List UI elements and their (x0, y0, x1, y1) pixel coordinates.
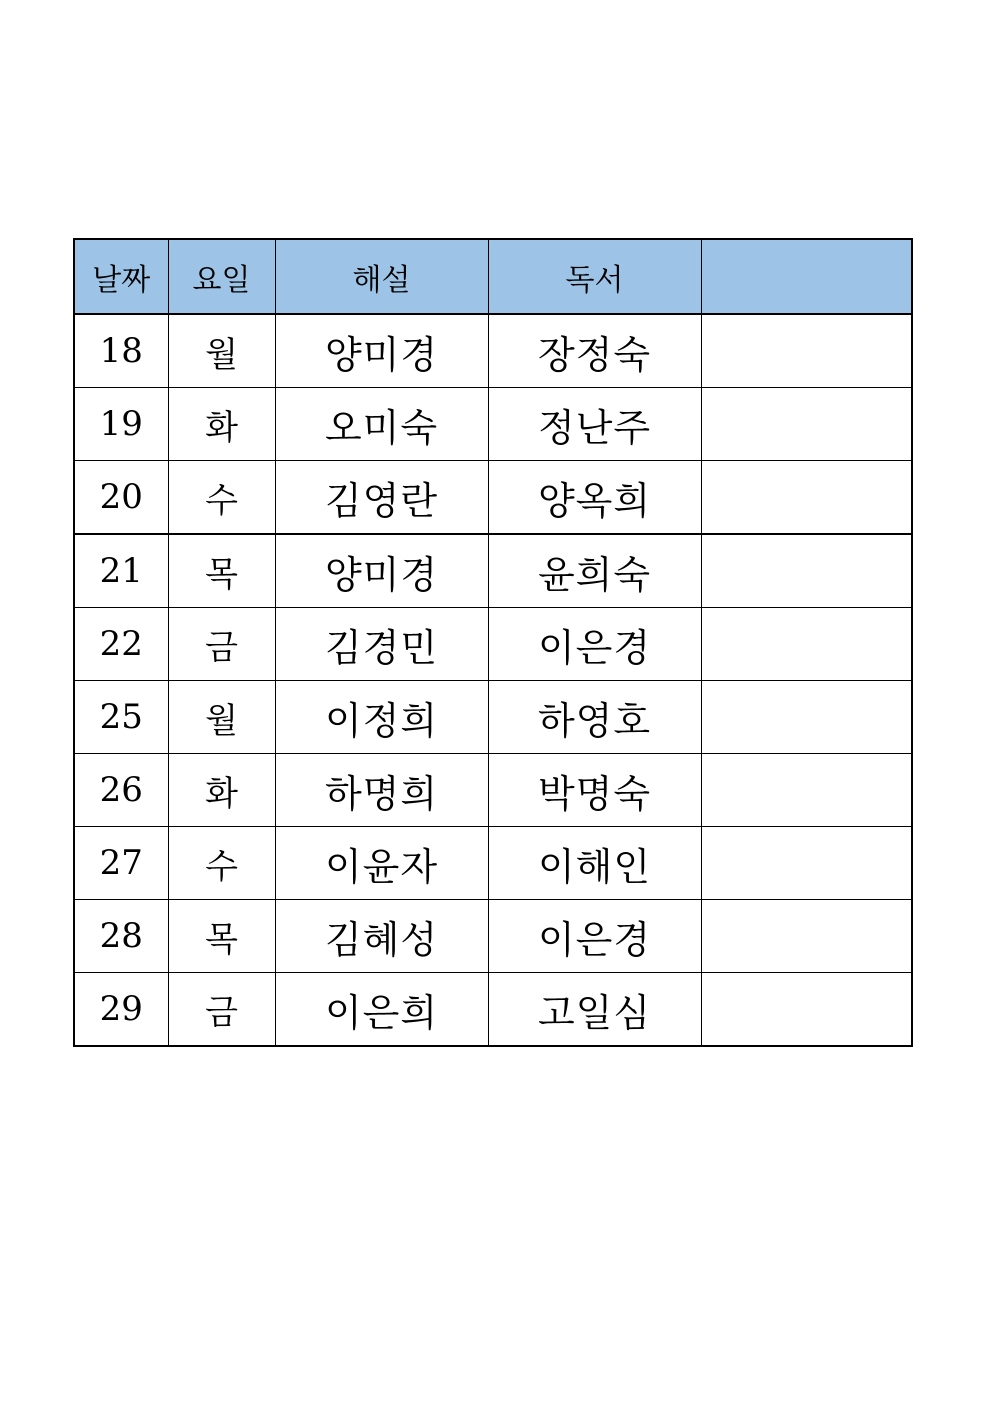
day-cell: 화 (168, 388, 275, 461)
extra-cell (701, 388, 911, 461)
date-cell: 18 (75, 314, 168, 388)
table-row (75, 681, 911, 754)
day-cell: 월 (168, 314, 275, 388)
day-cell: 금 (168, 973, 275, 1046)
date-cell: 20 (75, 461, 168, 535)
day-cell: 화 (168, 754, 275, 827)
reading-cell: 정난주 (488, 388, 701, 461)
header-reading: 독서 (488, 240, 701, 314)
date-cell: 21 (75, 534, 168, 608)
date-cell: 28 (75, 900, 168, 973)
schedule-table (75, 240, 911, 1045)
commentary-cell: 이은희 (275, 973, 488, 1046)
header-date: 날짜 (75, 240, 168, 314)
extra-cell (701, 681, 911, 754)
day-cell: 목 (168, 534, 275, 608)
day-cell: 수 (168, 827, 275, 900)
header-row (75, 240, 911, 314)
table-row (75, 388, 911, 461)
schedule-table-frame (73, 238, 913, 1047)
reading-cell: 이은경 (488, 608, 701, 681)
commentary-cell: 양미경 (275, 534, 488, 608)
date-cell: 19 (75, 388, 168, 461)
commentary-cell: 김혜성 (275, 900, 488, 973)
date-cell: 22 (75, 608, 168, 681)
extra-cell (701, 827, 911, 900)
table-row (75, 608, 911, 681)
reading-cell: 박명숙 (488, 754, 701, 827)
table-row (75, 973, 911, 1046)
extra-cell (701, 461, 911, 535)
header-day: 요일 (168, 240, 275, 314)
extra-cell (701, 754, 911, 827)
commentary-cell: 양미경 (275, 314, 488, 388)
reading-cell: 고일심 (488, 973, 701, 1046)
extra-cell (701, 534, 911, 608)
header-extra (701, 240, 911, 314)
commentary-cell: 이정희 (275, 681, 488, 754)
extra-cell (701, 314, 911, 388)
reading-cell: 윤희숙 (488, 534, 701, 608)
table-row (75, 534, 911, 608)
day-cell: 수 (168, 461, 275, 535)
table-row (75, 314, 911, 388)
table-row (75, 461, 911, 535)
date-cell: 25 (75, 681, 168, 754)
commentary-cell: 하명희 (275, 754, 488, 827)
commentary-cell: 김영란 (275, 461, 488, 535)
day-cell: 월 (168, 681, 275, 754)
reading-cell: 이해인 (488, 827, 701, 900)
extra-cell (701, 900, 911, 973)
reading-cell: 하영호 (488, 681, 701, 754)
date-cell: 27 (75, 827, 168, 900)
date-cell: 29 (75, 973, 168, 1046)
reading-cell: 양옥희 (488, 461, 701, 535)
reading-cell: 이은경 (488, 900, 701, 973)
commentary-cell: 이윤자 (275, 827, 488, 900)
day-cell: 목 (168, 900, 275, 973)
table-row (75, 900, 911, 973)
header-commentary: 해설 (275, 240, 488, 314)
extra-cell (701, 608, 911, 681)
table-row (75, 754, 911, 827)
commentary-cell: 오미숙 (275, 388, 488, 461)
commentary-cell: 김경민 (275, 608, 488, 681)
date-cell: 26 (75, 754, 168, 827)
extra-cell (701, 973, 911, 1046)
table-row (75, 827, 911, 900)
day-cell: 금 (168, 608, 275, 681)
reading-cell: 장정숙 (488, 314, 701, 388)
